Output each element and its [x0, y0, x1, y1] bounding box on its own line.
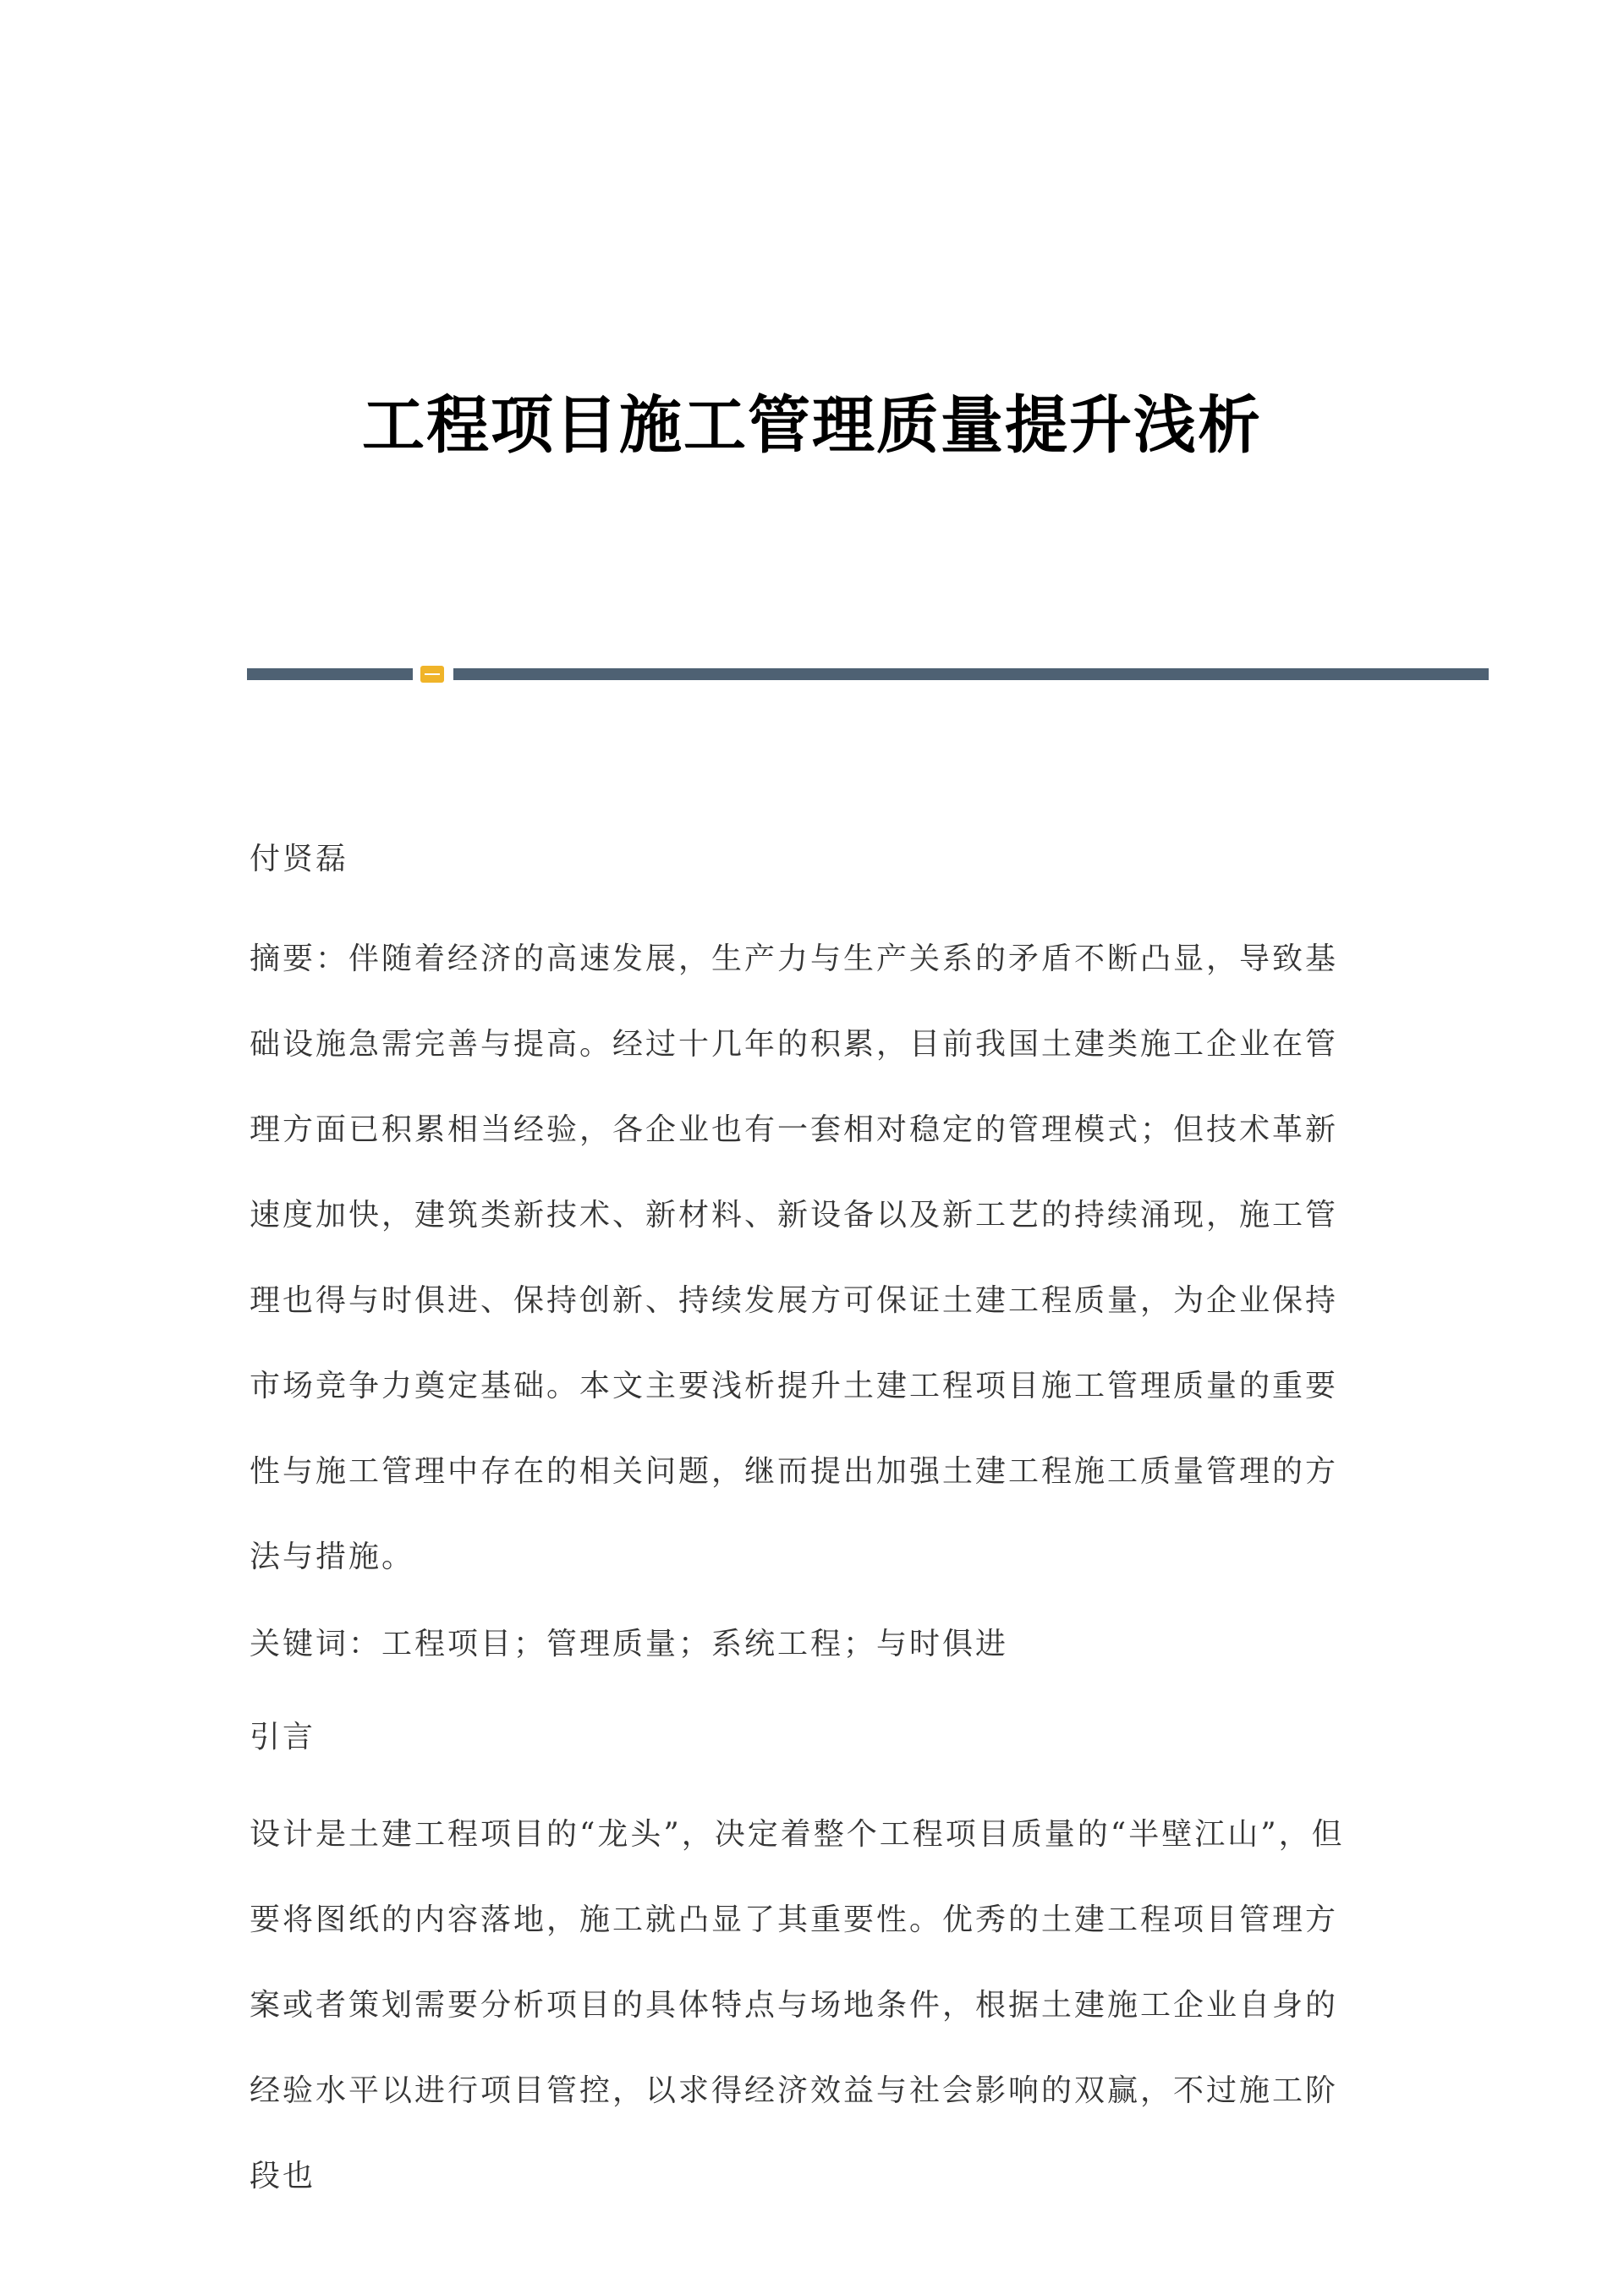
document-title: 工程项目施工管理质量提升浅析 [362, 389, 1262, 462]
abstract-paragraph: 摘要：伴随着经济的高速发展，生产力与生产关系的矛盾不断凸显，导致基础设施急需完善与提高。经过十几年的积累，目前我国土建类施工企业在管理方面已积累相当经验，各企业也有一套相对稳定的管理模式；但技术革新速度加快，建筑类新技术、新材料、新设备以及新工艺的持续涌现，施工管理也得与时俱进、保持创新、持续发展方可保证土建工程质量，为企业保持市场竞争力奠定基础。本文主要浅析提升土建工程项目施工管理质量的重要性与施工管理中存在的相关问题，继而提出加强土建工程施工质量管理的方法与措施。 [250, 942, 1339, 1574]
document-body [250, 816, 1370, 2219]
title-divider [247, 666, 1489, 683]
divider-bar-left [247, 668, 413, 680]
intro-heading: 引言 [250, 1720, 316, 1754]
divider-ornament-icon [420, 666, 444, 683]
author-name: 付贤磊 [250, 842, 349, 876]
divider-bar-right [453, 668, 1489, 680]
keywords-line: 关键词：工程项目；管理质量；系统工程；与时俱进 [250, 1627, 1009, 1661]
intro-paragraph: 设计是土建工程项目的“龙头”，决定着整个工程项目质量的“半壁江山”，但要将图纸的内容落地，施工就凸显了其重要性。优秀的土建工程项目管理方案或者策划需要分析项目的具体特点与场地条件，根据土建施工企业自身的经验水平以进行项目管控，以求得经济效益与社会影响的双赢，不过施工阶段也 [250, 1817, 1345, 2193]
